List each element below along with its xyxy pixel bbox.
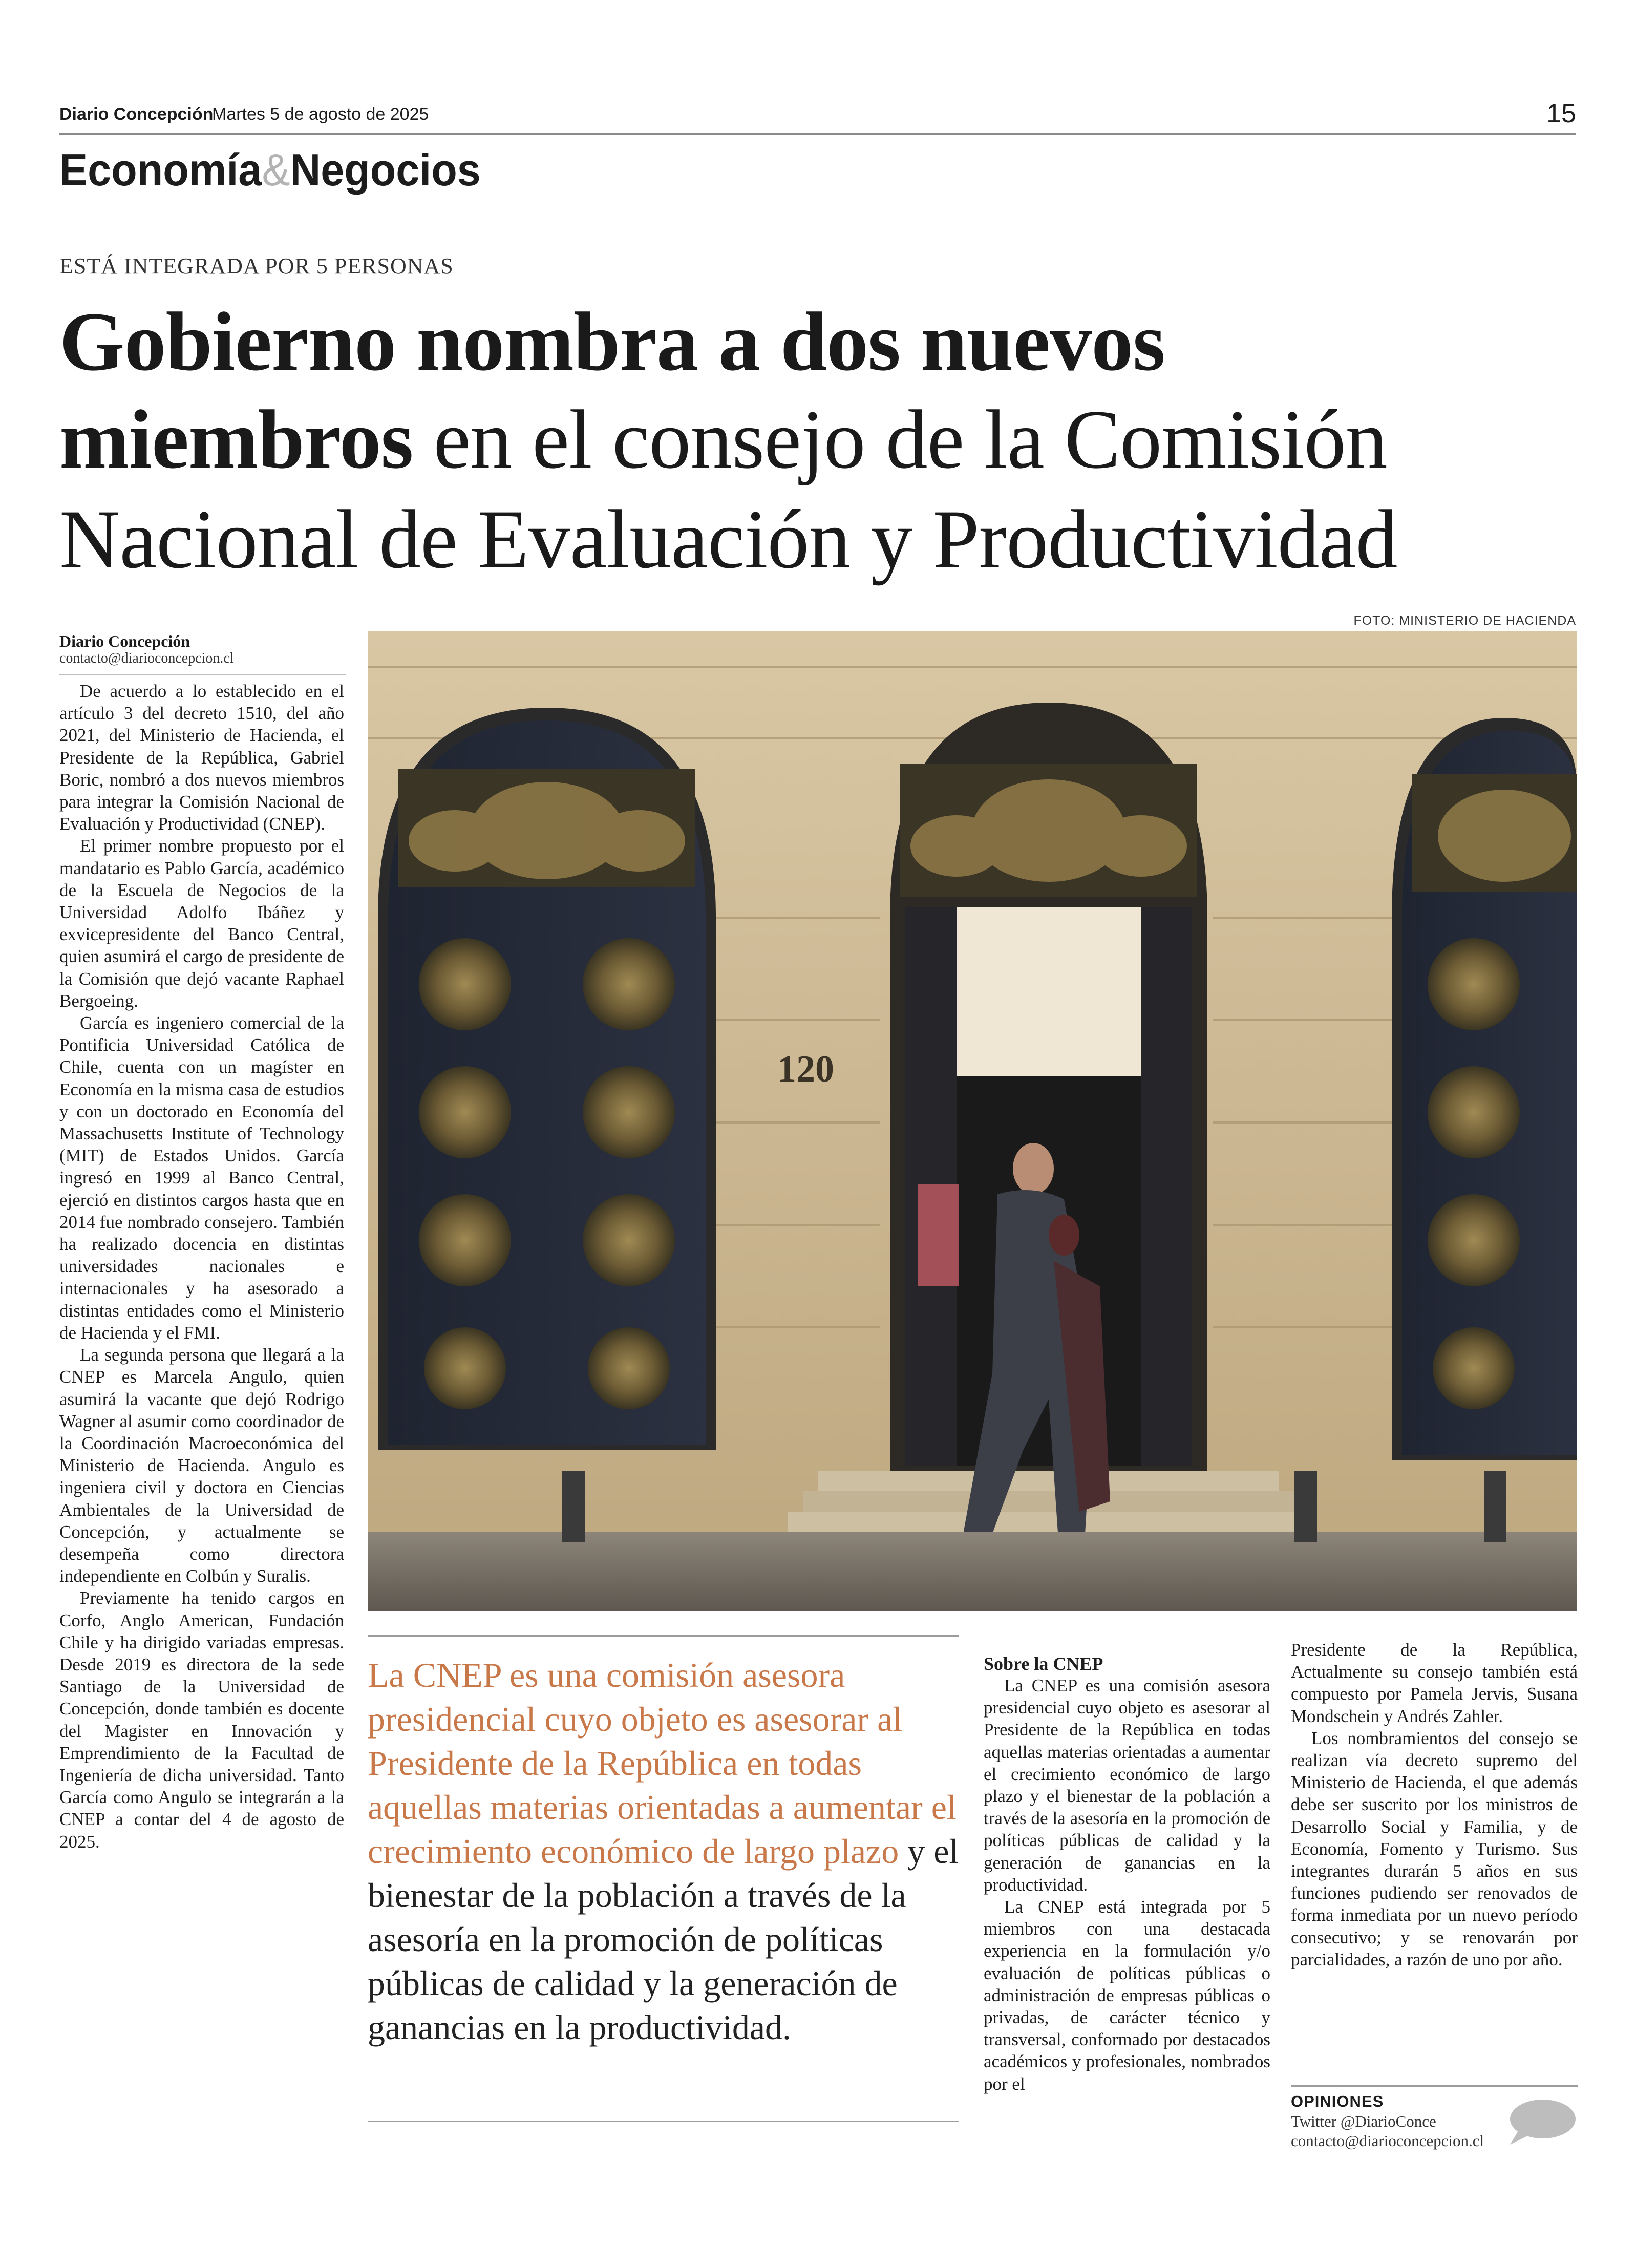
section-title-part1: Economía (59, 144, 262, 195)
pull-quote-bottom-rule (368, 2121, 959, 2122)
body-paragraph: Previamente ha tenido cargos en Corfo, Anglo American, Fundación Chile y ha dirigido variadas empresas. Desde 2019 es directora de la sede Santiago de la Universidad de Concepción, donde también es docente del Magister en Innovación y Emprendimiento de la Facultad de Ingeniería de dicha universidad. Tanto García como Angulo se integrarán a la CNEP a contar del 4 de agosto de 2025. (59, 1588, 344, 1852)
pull-quote-top-rule (368, 1635, 959, 1637)
sidebar-paragraph-continued: Presidente de la República, Actualmente su consejo también está compuesto por Pamela Jervis, Susana Mondschein y Andrés Zahler. (1291, 1640, 1578, 1726)
article-body-left-column (59, 680, 344, 1853)
publication-name: Diario Concepción (59, 104, 214, 124)
sidebar-right-column (1291, 1639, 1578, 1970)
speech-bubble-icon (1504, 2097, 1578, 2147)
pull-quote-rest: y el bienestar de la población a través de la asesoría en la promoción de políticas públicas de calidad y la generación de ganancias en la productividad. (368, 1832, 959, 2047)
headline-line-3: Nacional de Evaluación y Productividad (59, 493, 1397, 586)
byline (59, 632, 346, 675)
pull-quote (368, 1653, 962, 2049)
sidebar-middle-column (984, 1653, 1270, 2095)
section-title (59, 144, 481, 195)
byline-email[interactable]: contacto@diarioconcepcion.cl (59, 650, 234, 666)
page-header (59, 101, 1576, 135)
page-number: 15 (1546, 99, 1576, 129)
body-paragraph: García es ingeniero comercial de la Pontificia Universidad Católica de Chile, cuenta con un magíster en Economía en la misma casa de estudios y con un doctorado en Economía del Massachusetts Institute of Technology (MIT) de Estados Unidos. García ingresó en 1999 al Banco Central, ejerció en distintos cargos hasta que en 2014 fue nombrado consejero. También ha realizado docencia en distintas universidades nacionales e internacionales y ha asesorado a distintas entidades como el Ministerio de Hacienda y el FMI. (59, 1013, 344, 1343)
building-number: 120 (777, 1048, 834, 1090)
body-paragraph: El primer nombre propuesto por el mandatario es Pablo García, académico de la Escuela de Negocios de la Universidad Adolfo Ibáñez y exvicepresidente del Banco Central, quien asumirá el cargo de presidente de la Comisión que dejó vacante Raphael Bergoeing. (59, 836, 344, 1011)
opiniones-rule (1291, 2085, 1578, 2087)
pull-quote-highlight: La CNEP es una comisión asesora presidencial cuyo objeto es asesorar al Presidente de la República en todas aquellas materias orientadas a aumentar el crecimiento económico de largo plazo (368, 1656, 957, 1871)
article-kicker: ESTÁ INTEGRADA POR 5 PERSONAS (59, 253, 454, 279)
byline-name: Diario Concepción (59, 632, 190, 650)
body-paragraph: De acuerdo a lo establecido en el artículo 3 del decreto 1510, del año 2021, del Ministerio de Hacienda, el Presidente de la República, Gabriel Boric, nombró a dos nuevos miembros para integrar la Comisión Nacional de Evaluación y Productividad (CNEP). (59, 681, 344, 834)
opiniones-title: OPINIONES (1291, 2092, 1384, 2110)
sidebar-paragraph: La CNEP está integrada por 5 miembros con una destacada experiencia en la formulación y/o evaluación de políticas públicas o administración de empresas públicas o privadas, de carácter técnico y transversal, conformado por destacados académicos y profesionales, nombrados por el (984, 1897, 1270, 2094)
headline-line-2-rest: en el consejo de la Comisión (413, 393, 1387, 486)
headline-line-2 (59, 393, 1387, 486)
opiniones-email[interactable]: contacto@diarioconcepcion.cl (1291, 2132, 1484, 2150)
photo-credit: FOTO: MINISTERIO DE HACIENDA (1353, 613, 1576, 628)
headline-line-2-bold: miembros (59, 393, 413, 486)
sidebar-paragraph: La CNEP es una comisión asesora presidencial cuyo objeto es asesorar al Presidente de la República en todas aquellas materias orientadas a aumentar el crecimiento económico de largo plazo y el bienestar de la población a través de la asesoría en la promoción de políticas públicas de calidad y la generación de ganancias en la productividad. (984, 1676, 1270, 1895)
sidebar-title: Sobre la CNEP (984, 1654, 1103, 1674)
headline-line-1: Gobierno nombra a dos nuevos (59, 295, 1165, 388)
opiniones-box (1291, 2091, 1578, 2151)
section-title-ampersand: & (262, 144, 290, 195)
body-paragraph: La segunda persona que llegará a la CNEP es Marcela Angulo, quien asumirá la vacante que dejó Rodrigo Wagner al asumir como coordinador de la Coordinación Macroeconómica del Ministerio de Hacienda. Angulo es ingeniera civil y doctora en Ciencias Ambientales de la Universidad de Concepción, y actualmente se desempeña como directora independiente en Colbún y Suralis. (59, 1345, 344, 1586)
sidebar-paragraph: Los nombramientos del consejo se realizan vía decreto supremo del Ministerio de Hacienda, el que además debe ser suscrito por los ministros de Desarrollo Social y Familia, y de Economía, Fomento y Turismo. Sus integrantes durarán 5 años en sus funciones pudiendo ser renovados de forma inmediata por un nuevo período consecutivo; y se renovarán por parcialidades, a razón de uno por año. (1291, 1728, 1578, 1969)
opiniones-twitter[interactable]: Twitter @DiarioConce (1291, 2112, 1436, 2130)
section-title-part2: Negocios (290, 144, 481, 195)
ministry-building-photo (368, 631, 1577, 1611)
publication-date: Martes 5 de agosto de 2025 (212, 104, 429, 124)
